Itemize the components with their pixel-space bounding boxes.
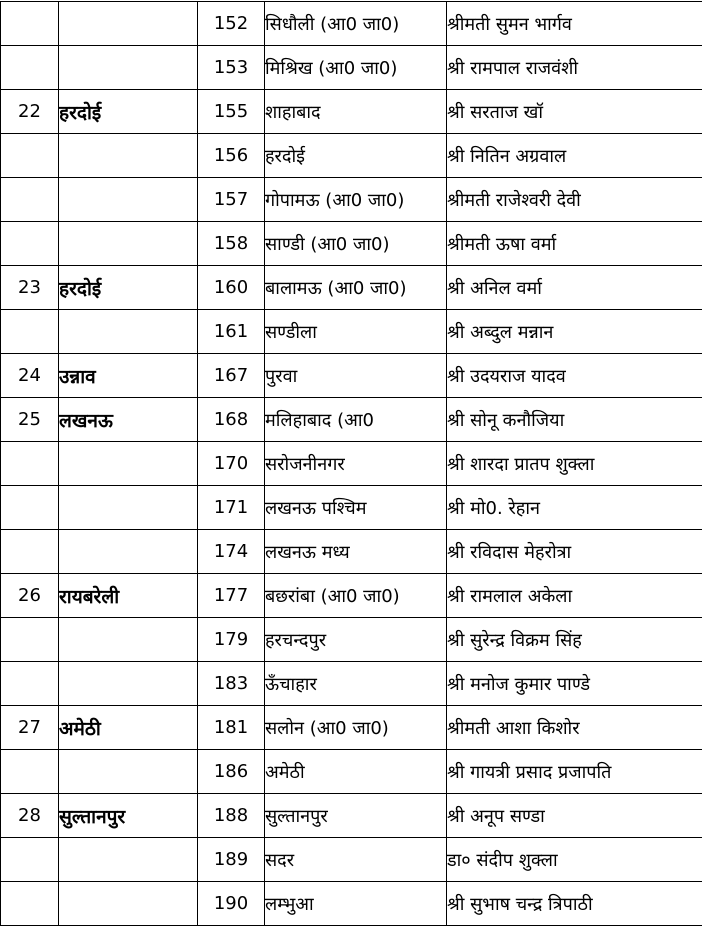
serial-number-cell: [1, 618, 59, 662]
constituency-number-cell: 174: [198, 530, 265, 574]
district-cell: सुल्तानपुर: [59, 794, 198, 838]
serial-number-cell: 25: [1, 398, 59, 442]
constituency-number-cell: 168: [198, 398, 265, 442]
constituency-number-cell: 190: [198, 882, 265, 926]
district-cell: [59, 750, 198, 794]
district-cell: अमेठी: [59, 706, 198, 750]
candidate-table: [0, 1, 702, 926]
constituency-number-cell: 157: [198, 178, 265, 222]
serial-number-cell: 28: [1, 794, 59, 838]
table-row: [1, 2, 702, 46]
table-row: [1, 178, 702, 222]
constituency-number-cell: 161: [198, 310, 265, 354]
constituency-number-cell: 167: [198, 354, 265, 398]
serial-number-cell: [1, 442, 59, 486]
district-cell: हरदोई: [59, 266, 198, 310]
candidate-name-cell: श्री अनूप सण्डा: [447, 794, 702, 838]
constituency-name-cell: सुल्तानपुर: [265, 794, 447, 838]
constituency-name-cell: सलोन (आ0 जा0): [265, 706, 447, 750]
constituency-number-cell: 181: [198, 706, 265, 750]
district-cell: [59, 134, 198, 178]
constituency-number-cell: 170: [198, 442, 265, 486]
candidate-name-cell: श्री अनिल वर्मा: [447, 266, 702, 310]
table-body: [1, 2, 702, 926]
constituency-number-cell: 160: [198, 266, 265, 310]
constituency-number-cell: 156: [198, 134, 265, 178]
candidate-name-cell: श्री सुभाष चन्द्र त्रिपाठी: [447, 882, 702, 926]
district-cell: उन्नाव: [59, 354, 198, 398]
table-row: [1, 838, 702, 882]
serial-number-cell: [1, 750, 59, 794]
serial-number-cell: 24: [1, 354, 59, 398]
district-cell: [59, 882, 198, 926]
serial-number-cell: [1, 46, 59, 90]
table-row: [1, 398, 702, 442]
table-row: [1, 486, 702, 530]
candidate-name-cell: श्रीमती आशा किशोर: [447, 706, 702, 750]
table-row: [1, 662, 702, 706]
table-row: [1, 530, 702, 574]
district-cell: [59, 178, 198, 222]
constituency-name-cell: गोपामऊ (आ0 जा0): [265, 178, 447, 222]
table-row: [1, 750, 702, 794]
constituency-name-cell: हरचन्दपुर: [265, 618, 447, 662]
table-row: [1, 134, 702, 178]
district-cell: लखनऊ: [59, 398, 198, 442]
candidate-name-cell: श्री नितिन अग्रवाल: [447, 134, 702, 178]
constituency-name-cell: ऊँचाहार: [265, 662, 447, 706]
table-row: [1, 222, 702, 266]
table-row: [1, 882, 702, 926]
candidate-name-cell: श्री सरताज खॉ: [447, 90, 702, 134]
constituency-name-cell: सिधौली (आ0 जा0): [265, 2, 447, 46]
candidate-name-cell: डा० संदीप शुक्ला: [447, 838, 702, 882]
table-row: [1, 46, 702, 90]
district-cell: [59, 618, 198, 662]
candidate-name-cell: श्री मनोज कुमार पाण्डे: [447, 662, 702, 706]
candidate-name-cell: श्री अब्दुल मन्नान: [447, 310, 702, 354]
candidate-name-cell: श्री सुरेन्द्र विक्रम सिंह: [447, 618, 702, 662]
district-cell: [59, 222, 198, 266]
serial-number-cell: 26: [1, 574, 59, 618]
constituency-number-cell: 158: [198, 222, 265, 266]
constituency-name-cell: मलिहाबाद (आ0: [265, 398, 447, 442]
candidate-name-cell: श्री मो0. रेहान: [447, 486, 702, 530]
constituency-name-cell: शाहाबाद: [265, 90, 447, 134]
district-cell: [59, 310, 198, 354]
table-row: [1, 266, 702, 310]
constituency-number-cell: 171: [198, 486, 265, 530]
serial-number-cell: [1, 310, 59, 354]
constituency-name-cell: साण्डी (आ0 जा0): [265, 222, 447, 266]
constituency-name-cell: सरोजनीनगर: [265, 442, 447, 486]
candidate-name-cell: श्रीमती सुमन भार्गव: [447, 2, 702, 46]
constituency-name-cell: हरदोई: [265, 134, 447, 178]
candidate-name-cell: श्री शारदा प्रातप शुक्ला: [447, 442, 702, 486]
table-row: [1, 90, 702, 134]
serial-number-cell: 22: [1, 90, 59, 134]
serial-number-cell: [1, 882, 59, 926]
serial-number-cell: [1, 530, 59, 574]
table-row: [1, 354, 702, 398]
serial-number-cell: [1, 838, 59, 882]
constituency-name-cell: लखनऊ मध्य: [265, 530, 447, 574]
candidate-name-cell: श्री सोनू कनौजिया: [447, 398, 702, 442]
table-row: [1, 310, 702, 354]
candidate-name-cell: श्री रविदास मेहरोत्रा: [447, 530, 702, 574]
constituency-name-cell: बछरांबा (आ0 जा0): [265, 574, 447, 618]
serial-number-cell: [1, 662, 59, 706]
constituency-number-cell: 179: [198, 618, 265, 662]
district-cell: रायबरेली: [59, 574, 198, 618]
candidate-name-cell: श्री रामपाल राजवंशी: [447, 46, 702, 90]
table-row: [1, 618, 702, 662]
constituency-number-cell: 177: [198, 574, 265, 618]
constituency-number-cell: 183: [198, 662, 265, 706]
serial-number-cell: 23: [1, 266, 59, 310]
district-cell: [59, 486, 198, 530]
constituency-name-cell: बालामऊ (आ0 जा0): [265, 266, 447, 310]
district-cell: [59, 530, 198, 574]
serial-number-cell: 27: [1, 706, 59, 750]
district-cell: [59, 838, 198, 882]
serial-number-cell: [1, 178, 59, 222]
constituency-number-cell: 186: [198, 750, 265, 794]
candidate-name-cell: श्री गायत्री प्रसाद प्रजापति: [447, 750, 702, 794]
table-row: [1, 442, 702, 486]
constituency-name-cell: सदर: [265, 838, 447, 882]
constituency-number-cell: 155: [198, 90, 265, 134]
serial-number-cell: [1, 134, 59, 178]
constituency-name-cell: लखनऊ पश्चिम: [265, 486, 447, 530]
serial-number-cell: [1, 222, 59, 266]
constituency-number-cell: 152: [198, 2, 265, 46]
constituency-name-cell: सण्डीला: [265, 310, 447, 354]
constituency-name-cell: पुरवा: [265, 354, 447, 398]
constituency-name-cell: लम्भुआ: [265, 882, 447, 926]
table-row: [1, 706, 702, 750]
constituency-name-cell: मिश्रिख (आ0 जा0): [265, 46, 447, 90]
candidate-name-cell: श्री उदयराज यादव: [447, 354, 702, 398]
candidate-name-cell: श्री रामलाल अकेला: [447, 574, 702, 618]
constituency-number-cell: 189: [198, 838, 265, 882]
district-cell: [59, 442, 198, 486]
district-cell: [59, 46, 198, 90]
candidate-name-cell: श्रीमती ऊषा वर्मा: [447, 222, 702, 266]
serial-number-cell: [1, 2, 59, 46]
table-row: [1, 574, 702, 618]
constituency-number-cell: 153: [198, 46, 265, 90]
district-cell: हरदोई: [59, 90, 198, 134]
district-cell: [59, 2, 198, 46]
table-row: [1, 794, 702, 838]
constituency-name-cell: अमेठी: [265, 750, 447, 794]
serial-number-cell: [1, 486, 59, 530]
constituency-number-cell: 188: [198, 794, 265, 838]
candidate-name-cell: श्रीमती राजेश्वरी देवी: [447, 178, 702, 222]
district-cell: [59, 662, 198, 706]
